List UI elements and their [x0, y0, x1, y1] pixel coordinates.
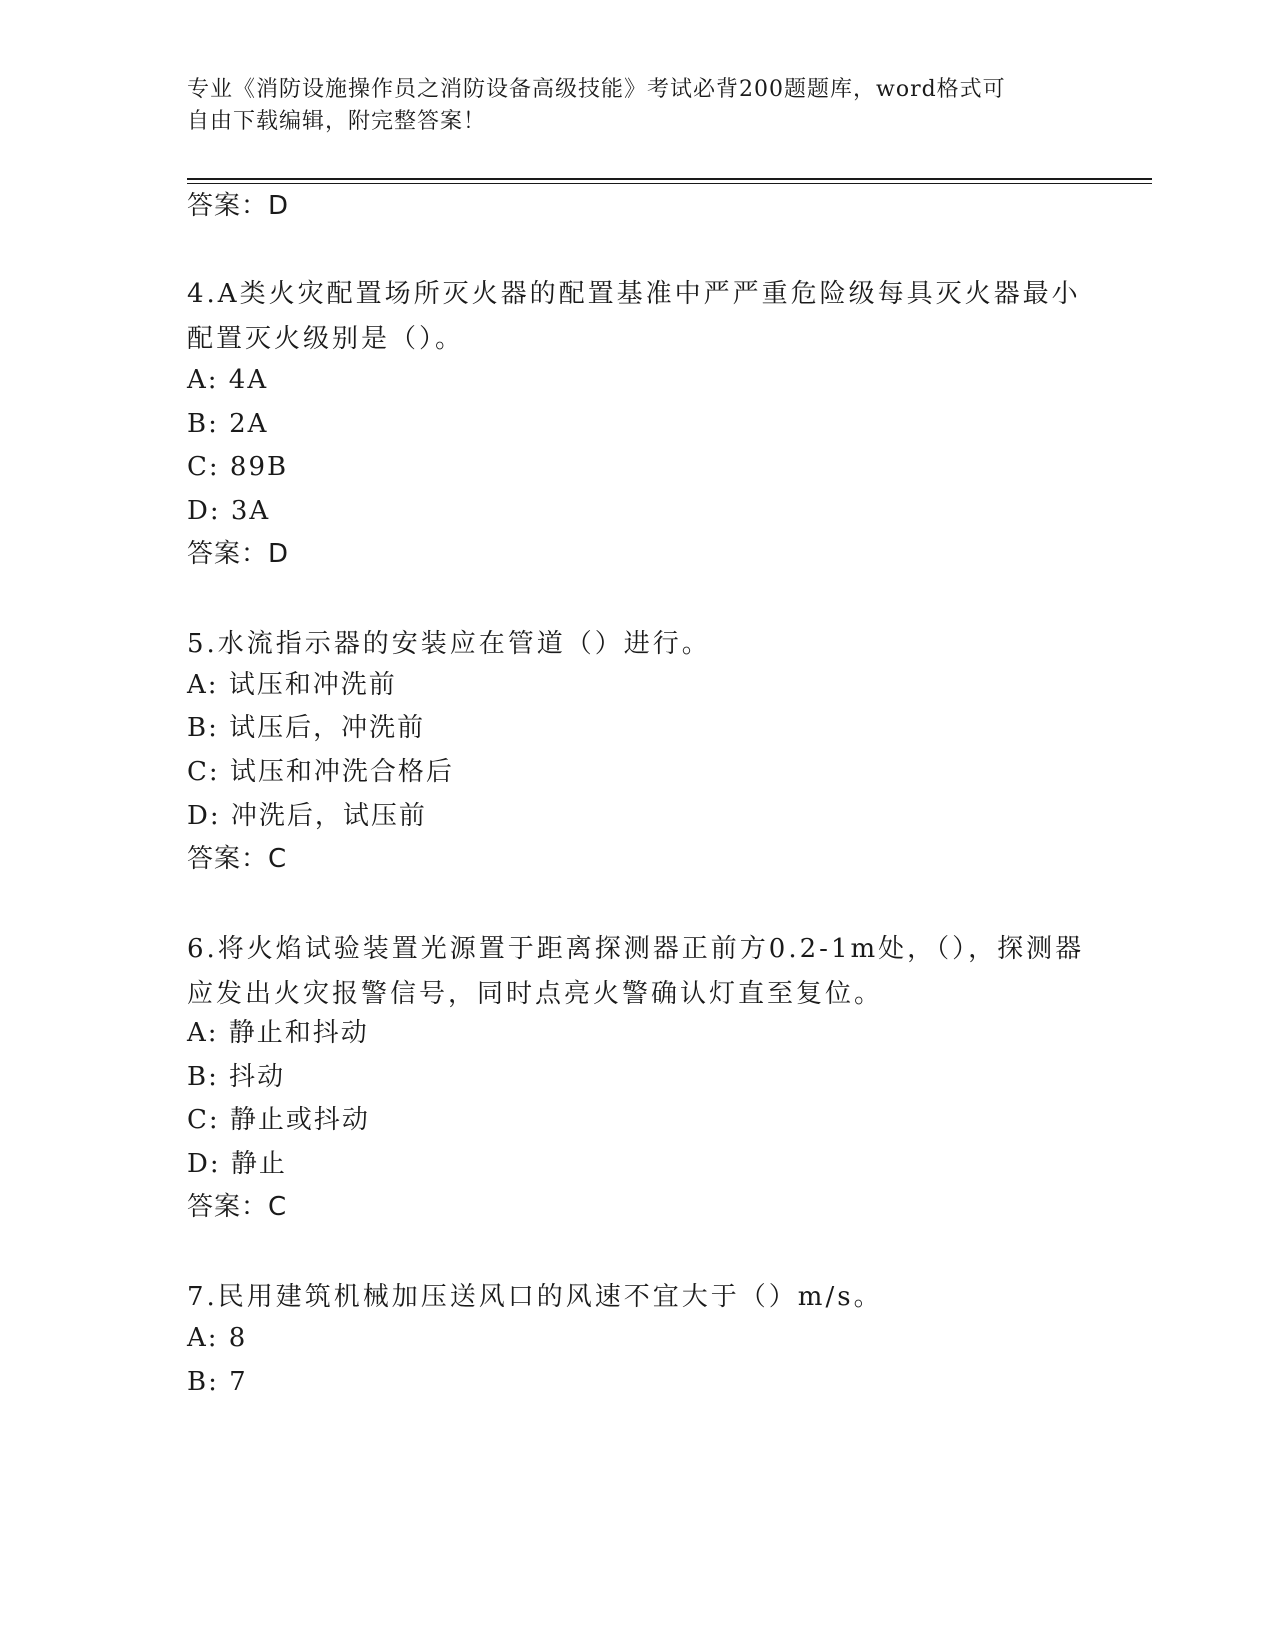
question-7-option-a: A: 8: [187, 1323, 248, 1353]
header-line-1: 专业《消防设施操作员之消防设备高级技能》考试必背200题题库，word格式可: [187, 77, 1006, 102]
question-7-option-b: B: 7: [187, 1367, 248, 1397]
question-6-option-a: A: 静止和抖动: [187, 1018, 369, 1048]
question-4-option-b: B: 2A: [187, 409, 269, 439]
question-5-text: 5.水流指示器的安装应在管道（）进行。: [187, 629, 711, 659]
question-4-option-c: C: 89B: [187, 452, 289, 482]
question-4-text: 4.A类火灾配置场所灭火器的配置基准中严严重危险级每具灭火器最小配置灭火级别是（）。: [187, 279, 1081, 354]
question-5-option-b: B: 试压后，冲洗前: [187, 713, 426, 743]
question-7-text: 7.民用建筑机械加压送风口的风速不宜大于（）m/s。: [187, 1282, 883, 1312]
answer-q6: 答案：C: [187, 1192, 288, 1222]
answer-q5: 答案：C: [187, 844, 288, 874]
question-6-option-c: C: 静止或抖动: [187, 1105, 370, 1135]
question-5-option-c: C: 试压和冲洗合格后: [187, 757, 454, 787]
document-header: [187, 74, 1067, 138]
question-6-option-d: D: 静止: [187, 1149, 287, 1179]
question-5-option-d: D: 冲洗后，试压前: [187, 801, 427, 831]
answer-q3: 答案：D: [187, 191, 290, 221]
question-4-option-d: D: 3A: [187, 496, 271, 526]
question-5-option-a: A: 试压和冲洗前: [187, 670, 397, 700]
question-6-option-b: B: 抖动: [187, 1062, 286, 1092]
question-6-text: 6.将火焰试验装置光源置于距离探测器正前方0.2-1m处，（），探测器应发出火灾报警信号，同时点亮火警确认灯直至复位。: [187, 934, 1085, 1009]
answer-q4: 答案：D: [187, 539, 290, 569]
header-divider-thin: [187, 183, 1152, 184]
question-4-option-a: A: 4A: [187, 365, 269, 395]
header-divider-thick: [187, 178, 1152, 180]
header-line-2: 自由下载编辑，附完整答案！: [187, 109, 487, 134]
